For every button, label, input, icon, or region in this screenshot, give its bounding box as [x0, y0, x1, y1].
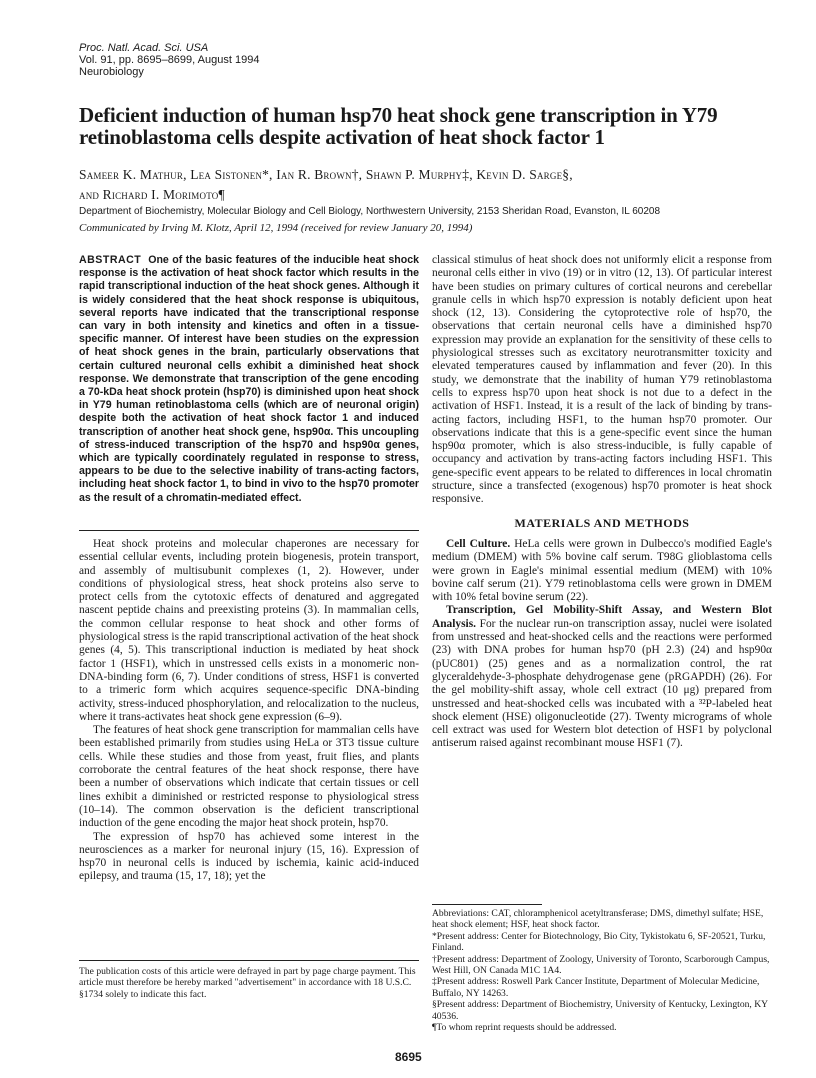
- intro-continued: classical stimulus of heat shock does not uniformly elicit a response from neuronal cells either in vivo (19) or in vitro (12, 13). Of particular interest have been studies on primary cultures of cortical neurons and cerebellar granule cells in which hsp70 expression is notably deficient upon heat shock (12, 13). Considering the cytoprotective role of hsp70, the observations that certain neuronal cells have a diminished hsp70 expression may provide an explanation for the sensitivity of these cells to physiological stresses such as excitatory neurotransmitter toxicity and elevated temperatures caused by inflammation and fever (20). In this study, we demonstrate that the inability of human Y79 retinoblastoma cells to express hsp70 upon heat shock is not due to a defect in the activation of HSF1. Instead, it is a result of the lack of binding by trans-acting factors, including HSF1, to the human hsp70 promoter. Our observations indicate that this is a gene-specific event since the human hsp90α promoter, which is also stress-inducible, is fully capable of occupancy and activation by trans-acting factors including HSF1. This gene-specific event appears to be related to differences in local chromatin structure, since a transfected (exogenous) hsp70 promoter is heat shock responsive.: [432, 254, 772, 506]
- footnotes: [432, 908, 772, 1033]
- footnote-dagger: †Present address: Department of Zoology, University of Toronto, Scarborough Campus, West Hill, ON Canada M1C 1A4.: [432, 953, 770, 977]
- transcription-label: Transcription, Gel Mobility-Shift Assay, and Western Blot Analysis.: [432, 604, 772, 630]
- transcription-text: For the nuclear run-on transcription assay, nuclei were isolated from unstressed and heat-shocked cells and the reactions were performed (23) with DNA probes for human hsp70 (pH 2.3) (24) and hsp90α (pUC801) (25) genes and as a normalization control, the rat glyceraldehyde-3-phosphate dehydrogenase gene (pRGAPDH) (26). For the gel mobility-shift assay, whole cell extract (10 μg) prepared from unstressed and heat-shocked cells was incubated with a ³²P-labeled heat shock element (HSE) oligonucleotide (27). Twenty micrograms of whole cell extract was used for Western blot detection of HSF1 by polyclonal antiserum raised against recombinant mouse HSF1 (7).: [432, 617, 772, 750]
- authors-line-2: and Richard I. Morimoto¶: [79, 187, 225, 202]
- footnote-section: §Present address: Department of Biochemistry, University of Kentucky, Lexington, KY 40536.: [432, 999, 768, 1022]
- transcription-paragraph: [432, 604, 772, 750]
- cost-note-divider: [79, 960, 419, 961]
- communicated-by: Communicated by Irving M. Klotz, April 12, 1994 (received for review January 20, 1994): [79, 222, 473, 234]
- abstract: [79, 254, 419, 505]
- intro-paragraph: The features of heat shock gene transcription for mammalian cells have been established primarily from studies using HeLa or 3T3 tissue culture cells. While these studies and those from yeast, fruit flies, and plants corroborate the central features of the heat shock response, there have been a number of observations which indicate that certain tissues or cell lines exhibit a diminished or restricted response to physiological stress (10–14). The common observation is the deficient transcriptional induction of the gene encoding the major heat shock protein, hsp70.: [79, 724, 419, 830]
- publication-cost-note: The publication costs of this article were defrayed in part by page charge payment. This article must therefore be hereby marked "advertisement" in accordance with 18 U.S.C. §1734 solely to indicate this fact.: [79, 966, 416, 1000]
- abstract-divider: [79, 530, 419, 531]
- footnote-divider: [432, 904, 542, 905]
- footnote-double-dagger: ‡Present address: Roswell Park Cancer Institute, Department of Molecular Medicine, Buffalo, NY 14263.: [432, 976, 760, 999]
- journal-header: [79, 42, 259, 78]
- volume-info: Vol. 91, pp. 8695–8699, August 1994: [79, 54, 260, 66]
- abstract-text: One of the basic features of the inducible heat shock response is the activation of heat shock factor which results in the rapid transcriptional induction of the heat shock genes. Although it is widely considered that the heat shock response is ubiquitous, several reports have indicated that the transcriptional response can vary in both intensity and kinetics and often in a tissue-specific manner. Of interest have been studies on the expression of heat shock genes in the brain, particularly observations that certain cultured neuronal cells exhibit a diminished heat shock response. We demonstrate that transcription of the gene encoding a 70-kDa heat shock protein (hsp70) is diminished upon heat shock in Y79 human retinoblastoma cells (which are of neuronal origin) despite both the activation of heat shock factor 1 and induced transcription of another heat shock gene, hsp90α. This uncoupling of stress-induced transcription of the hsp70 and hsp90α genes, which are typically coordinately regulated in response to stress, appears to be due to the selective inability of trans-acting factors, including heat shock factor 1, to bind in vivo to the hsp70 promoter as the result of a chromatin-mediated effect.: [79, 254, 419, 504]
- intro-paragraph: The expression of hsp70 has achieved some interest in the neurosciences as a marker for neuronal injury (15, 16). Expression of hsp70 in neuronal cells is induced by ischemia, kainic acid-induced epilepsy, and trauma (15, 17, 18); yet the: [79, 830, 419, 883]
- affiliation: Department of Biochemistry, Molecular Biology and Cell Biology, Northwestern University, 2153 Sheridan Road, Evanston, IL 60208: [79, 206, 661, 217]
- methods-heading: MATERIALS AND METHODS: [514, 515, 690, 530]
- footnote-star: *Present address: Center for Biotechnology, Bio City, Tykistokatu 6, SF-20521, Turku, Finland.: [432, 930, 766, 954]
- article-title: Deficient induction of human hsp70 heat shock gene transcription in Y79 retinoblastoma cells despite activation of heat shock factor 1: [79, 103, 718, 149]
- cell-culture-label: Cell Culture.: [446, 537, 511, 550]
- intro-paragraph: Heat shock proteins and molecular chaperones are necessary for essential cellular events, including protein biogenesis, protein transport, and assembly of multisubunit complexes (1, 2). However, under conditions of physiological stress, heat shock proteins also serve to protect cells from the cytotoxic effects of denatured and aggregated nascent peptide chains and preexisting proteins (3). In mammalian cells, the common cellular response to heat shock and other forms of physiological stress is the rapid transcriptional activation of the heat shock genes (4, 5). This transcriptional induction is mediated by heat shock factor 1 (HSF1), which in unstressed cells exists in a monomeric non-DNA-binding form (6, 7). Under conditions of stress, HSF1 is converted to a trimeric form which acquires sequence-specific DNA-binding activity, stress-induced phosphorylation, and relocalization to the nucleus, where it trans-activates heat shock gene expression (6–9).: [79, 538, 419, 723]
- introduction: [79, 538, 419, 884]
- page-number: 8695: [395, 1050, 422, 1064]
- cell-culture-text: HeLa cells were grown in Dulbecco's modified Eagle's medium (DMEM) with 5% bovine calf serum. T98G glioblastoma cells were grown in Eagle's minimal essential medium (MEM) with 10% bovine calf serum (21). Y79 retinoblastoma cells were grown in DMEM with 10% fetal bovine serum (22).: [432, 537, 772, 604]
- right-column: [432, 254, 772, 751]
- author-list: [79, 165, 779, 205]
- section-name: Neurobiology: [79, 66, 144, 78]
- footnote-pilcrow: ¶To whom reprint requests should be addressed.: [432, 1022, 617, 1034]
- footnote-abbreviations: Abbreviations: CAT, chloramphenicol acetyltransferase; DMS, dimethyl sulfate; HSE, heat shock element; HSF, heat shock factor.: [432, 908, 764, 931]
- abstract-label: ABSTRACT: [79, 254, 142, 266]
- authors-line-1: Sameer K. Mathur, Lea Sistonen*, Ian R. Brown†, Shawn P. Murphy‡, Kevin D. Sarge§,: [79, 167, 573, 182]
- journal-name: Proc. Natl. Acad. Sci. USA: [79, 42, 209, 54]
- cell-culture-paragraph: [432, 538, 772, 604]
